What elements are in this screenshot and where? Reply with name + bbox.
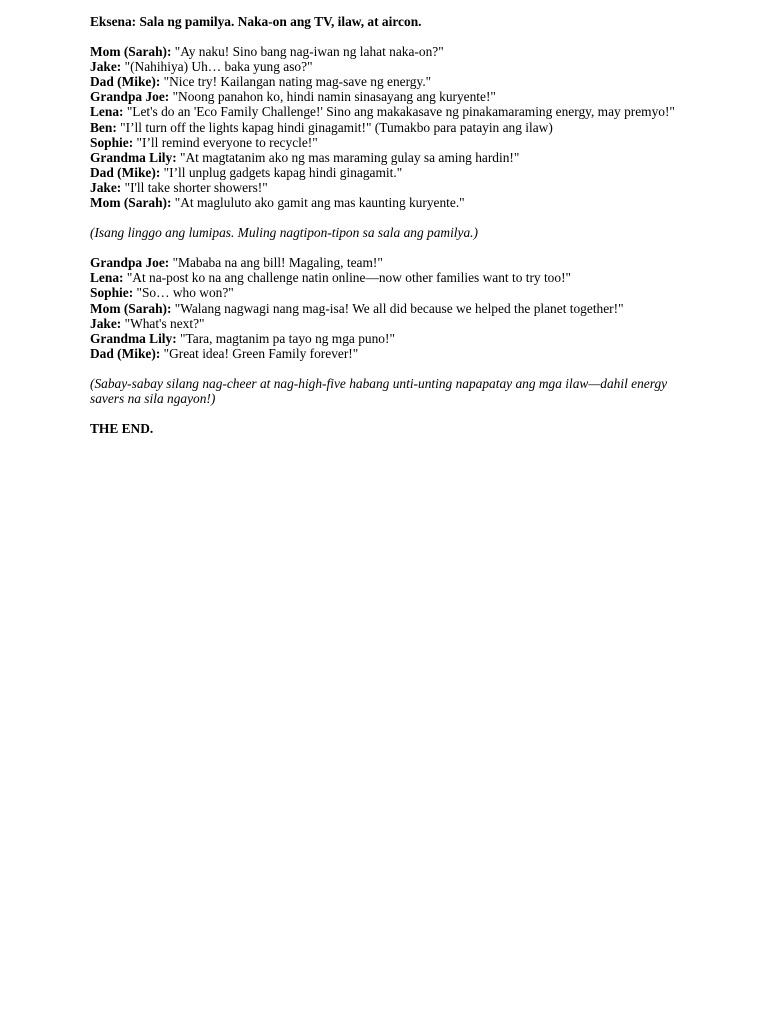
dialogue-line — [90, 44, 690, 59]
speaker: Dad (Mike): — [90, 74, 161, 90]
line-text: "Let's do an 'Eco Family Challenge!' Sino ang makakasave ng pinakamaraming energy, may premyo!" — [123, 104, 675, 120]
dialogue-line — [90, 180, 690, 195]
scene-heading: Eksena: Sala ng pamilya. Naka-on ang TV, ilaw, at aircon. — [90, 14, 422, 29]
speaker: Mom (Sarah): — [90, 195, 172, 211]
speaker: Grandma Lily: — [90, 330, 177, 346]
stage-direction: (Sabay-sabay silang nag-cheer at nag-high-five habang unti-unting napapatay ang mga ilaw—dahil energy savers na sila ngayon!) — [90, 375, 668, 406]
dialogue-block-1 — [90, 44, 690, 210]
the-end: THE END. — [90, 421, 154, 437]
speaker: Grandma Lily: — [90, 149, 177, 165]
speaker: Grandpa Joe: — [90, 89, 170, 105]
dialogue-line — [90, 285, 690, 300]
line-text: "I’ll remind everyone to recycle!" — [133, 134, 318, 150]
speaker: Mom (Sarah): — [90, 300, 172, 316]
speaker: Dad (Mike): — [90, 164, 161, 180]
speaker: Lena: — [90, 104, 124, 120]
line-text: "Walang nagwagi nang mag-isa! We all did because we helped the planet together!" — [171, 300, 624, 316]
line-text: "I’ll unplug gadgets kapag hindi ginagamit." — [160, 164, 403, 180]
dialogue-line — [90, 74, 690, 89]
dialogue-line — [90, 165, 690, 180]
dialogue-line — [90, 316, 690, 331]
line-text: "So… who won?" — [133, 285, 234, 301]
dialogue-line — [90, 104, 690, 119]
line-text: "Nice try! Kailangan nating mag-save ng energy." — [160, 74, 432, 90]
speaker: Dad (Mike): — [90, 345, 161, 361]
line-text: "Great idea! Green Family forever!" — [160, 345, 359, 361]
speaker: Ben: — [90, 119, 117, 135]
dialogue-line — [90, 120, 690, 135]
dialogue-line — [90, 270, 690, 285]
dialogue-block-2 — [90, 255, 690, 361]
dialogue-line — [90, 195, 690, 210]
speaker: Lena: — [90, 270, 124, 286]
line-text: "I’ll turn off the lights kapag hindi ginagamit!" (Tumakbo para patayin ang ilaw) — [116, 119, 553, 135]
line-text: "What's next?" — [121, 315, 205, 331]
line-text: "(Nahihiya) Uh… baka yung aso?" — [121, 59, 313, 75]
speaker: Jake: — [90, 179, 122, 195]
stage-direction: (Isang linggo ang lumipas. Muling nagtipon-tipon sa sala ang pamilya.) — [90, 225, 478, 241]
speaker: Sophie: — [90, 285, 134, 301]
script-page — [90, 14, 690, 436]
speaker: Mom (Sarah): — [90, 44, 172, 60]
dialogue-line — [90, 59, 690, 74]
line-text: "I'll take shorter showers!" — [121, 179, 268, 195]
line-text: "At na-post ko na ang challenge natin online—now other families want to try too!" — [123, 270, 571, 286]
line-text: "Ay naku! Sino bang nag-iwan ng lahat naka-on?" — [171, 44, 444, 60]
dialogue-line — [90, 135, 690, 150]
dialogue-line — [90, 150, 690, 165]
line-text: "At magtatanim ako ng mas maraming gulay sa aming hardin!" — [176, 149, 520, 165]
speaker: Jake: — [90, 59, 122, 75]
dialogue-line — [90, 255, 690, 270]
line-text: "Tara, magtanim pa tayo ng mga puno!" — [176, 330, 395, 346]
speaker: Sophie: — [90, 134, 134, 150]
speaker: Grandpa Joe: — [90, 255, 170, 271]
dialogue-line — [90, 301, 690, 316]
line-text: "Noong panahon ko, hindi namin sinasayang ang kuryente!" — [169, 89, 496, 105]
dialogue-line — [90, 331, 690, 346]
dialogue-line — [90, 89, 690, 104]
line-text: "At magluluto ako gamit ang mas kaunting kuryente." — [171, 195, 465, 211]
dialogue-line — [90, 346, 690, 361]
speaker: Jake: — [90, 315, 122, 331]
line-text: "Mababa na ang bill! Magaling, team!" — [169, 255, 383, 271]
